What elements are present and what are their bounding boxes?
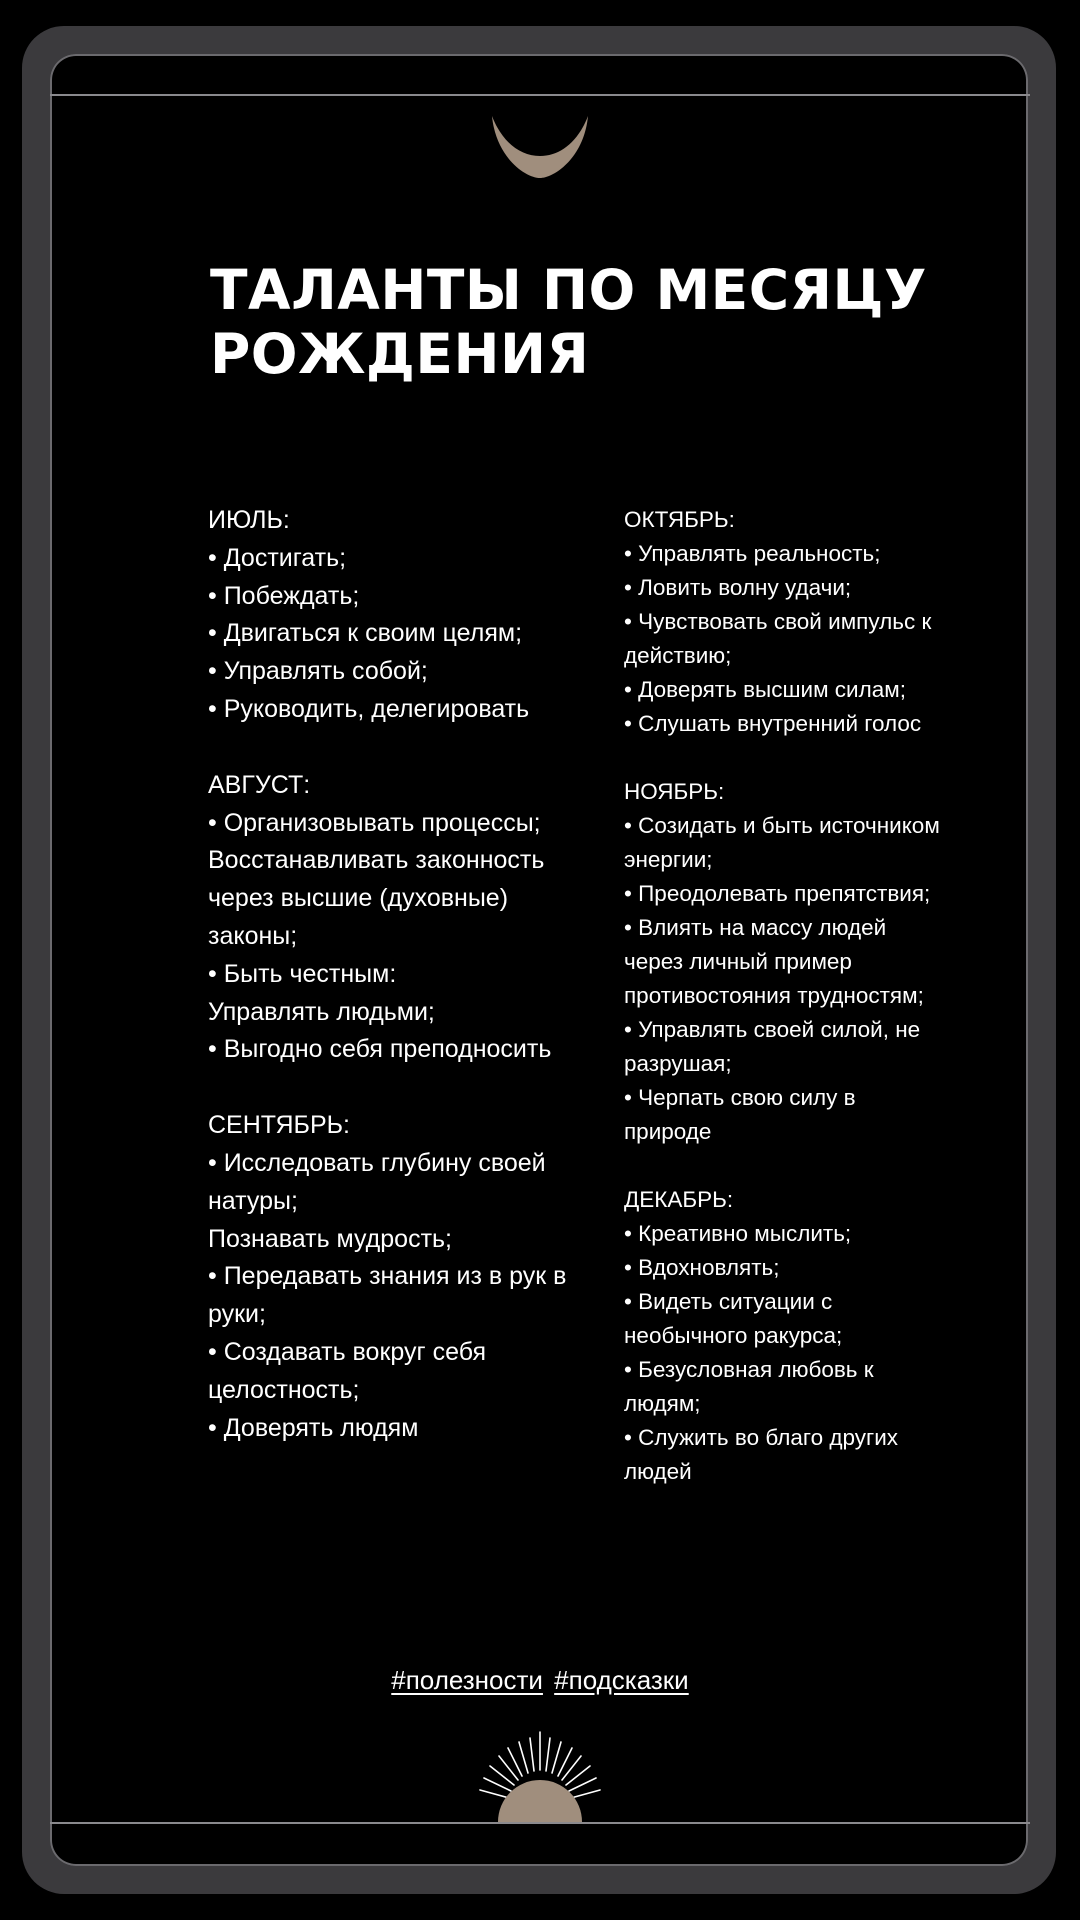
- month-section-november: [624, 775, 944, 1149]
- talent-line: • Черпать свою силу в природе: [624, 1085, 856, 1144]
- month-section-september: [208, 1107, 568, 1447]
- talent-line: • Влиять на массу людей через личный пример противостояния трудностям;: [624, 915, 924, 1008]
- talent-line: • Быть честным:: [208, 959, 397, 988]
- talent-line: • Руководить, делегировать: [208, 694, 530, 723]
- talent-line: • Преодолевать препятствия;: [624, 881, 931, 906]
- right-column: [624, 503, 944, 1523]
- bottom-divider: [50, 1822, 1030, 1824]
- month-heading: ДЕКАБРЬ:: [624, 1187, 734, 1212]
- hashtag-row: [0, 1662, 1080, 1698]
- talent-line: • Управлять реальность;: [624, 541, 881, 566]
- month-heading: АВГУСТ:: [208, 770, 311, 799]
- crescent-moon-icon: [486, 112, 594, 184]
- talent-line: • Побеждать;: [208, 581, 360, 610]
- month-heading: ИЮЛЬ:: [208, 506, 290, 534]
- month-section-august: [208, 767, 568, 1069]
- top-divider: [50, 94, 1030, 96]
- talent-line: • Созидать и быть источником энергии;: [624, 813, 940, 872]
- talent-line: • Управлять своей силой, не разрушая;: [624, 1017, 921, 1076]
- talent-line: • Организовывать процессы;: [208, 808, 541, 837]
- rising-sun-icon: [468, 1726, 612, 1822]
- talent-line: • Служить во благо других людей: [624, 1425, 899, 1484]
- talent-line: • Ловить волну удачи;: [624, 575, 852, 600]
- talent-line: • Двигаться к своим целям;: [208, 619, 523, 648]
- talent-line: • Доверять людям: [208, 1413, 419, 1442]
- talent-line: • Креативно мыслить;: [624, 1221, 852, 1246]
- talent-line: • Выгодно себя преподносить: [208, 1035, 552, 1064]
- talent-line: Управлять людьми;: [208, 997, 435, 1026]
- talent-line: Познавать мудрость;: [208, 1224, 452, 1253]
- talent-line: • Слушать внутренний голос: [624, 711, 922, 736]
- talent-line: • Управлять собой;: [208, 657, 428, 686]
- talent-line: • Передавать знания из в рук в руки;: [208, 1262, 567, 1329]
- talent-line: • Видеть ситуации с необычного ракурса;: [624, 1289, 843, 1348]
- talent-line: • Исследовать глубину своей натуры;: [208, 1148, 546, 1215]
- talent-line: • Безусловная любовь к людям;: [624, 1357, 874, 1416]
- month-section-october: [624, 503, 944, 741]
- talent-line: • Вдохновлять;: [624, 1255, 780, 1280]
- month-section-july: [208, 502, 568, 729]
- left-column: [208, 502, 568, 1485]
- talent-line: • Достигать;: [208, 543, 347, 572]
- talent-line: • Доверять высшим силам;: [624, 677, 906, 702]
- talent-line: Восстанавливать законность через высшие (духовные) законы;: [208, 846, 545, 950]
- month-heading: СЕНТЯБРЬ:: [208, 1111, 350, 1140]
- hashtag-link-poleznosti[interactable]: #полезности: [391, 1665, 543, 1695]
- month-heading: ОКТЯБРЬ:: [624, 507, 735, 532]
- hashtag-link-podskazki[interactable]: #подсказки: [554, 1665, 689, 1695]
- talent-line: • Чувствовать свой импульс к действию;: [624, 609, 932, 668]
- page-title: ТАЛАНТЫ ПО МЕСЯЦУ РОЖДЕНИЯ: [210, 258, 927, 386]
- talent-line: • Создавать вокруг себя целостность;: [208, 1337, 487, 1404]
- month-section-december: [624, 1183, 944, 1489]
- month-heading: НОЯБРЬ:: [624, 779, 725, 804]
